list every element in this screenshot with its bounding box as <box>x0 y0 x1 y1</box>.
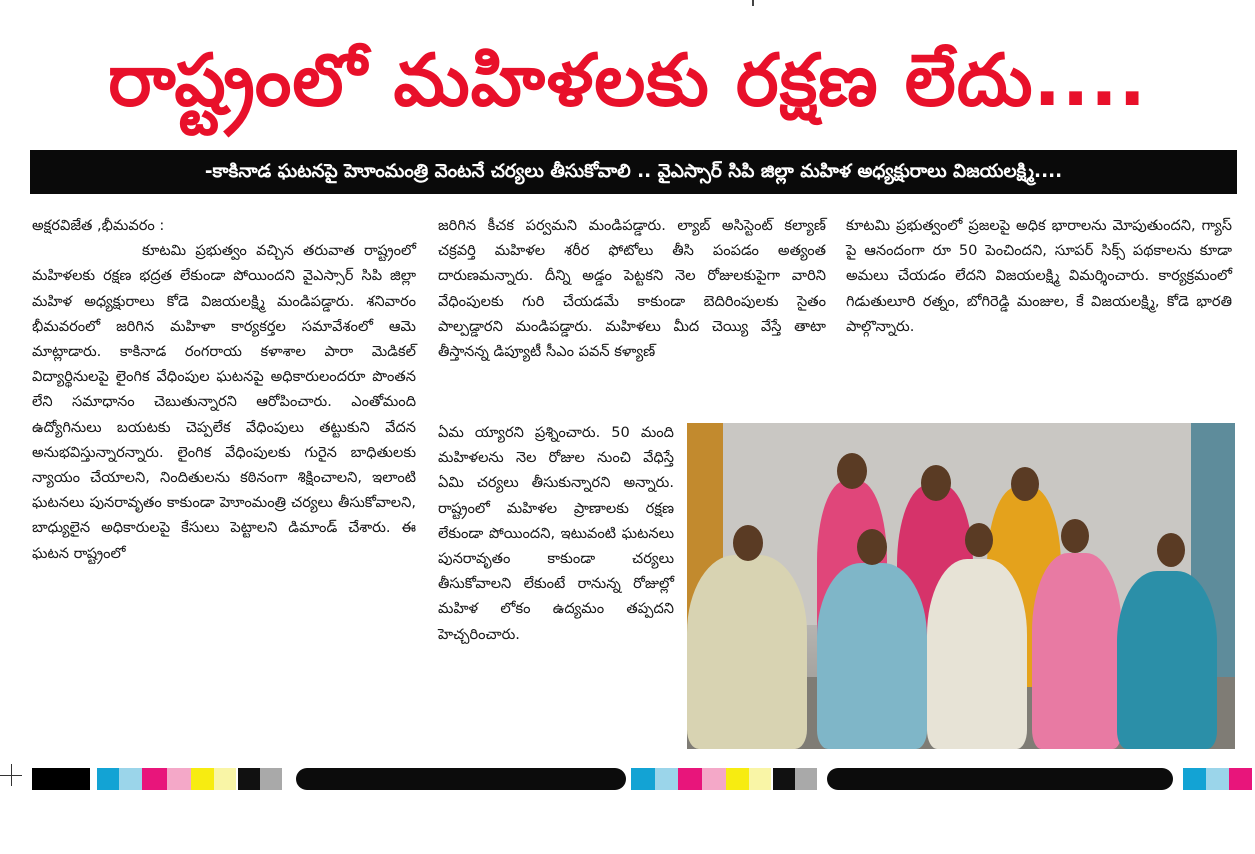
photo-person <box>687 555 807 749</box>
photo-person-head <box>965 523 993 557</box>
photo-person <box>1117 571 1217 749</box>
color-swatch <box>795 768 817 790</box>
color-swatch <box>119 768 142 790</box>
column-1-text: కూటమి ప్రభుత్వం వచ్చిన తరువాత రాష్ట్రంలో మహిళలకు రక్షణ భద్రత లేకుండా పోయిందని వైఎస్సార్ సిపి జిల్లా మహిళ అధ్యక్షురాలు కోడె విజయలక్ష్మి మండిపడ్డారు. శనివారం భీమవరంలో జరిగిన మహిళా కార్యకర్తల సమావేశంలో ఆమె మాట్లాడారు. కాకినాడ రంగరాయ కళాశాల పారా మెడికల్ విద్యార్థినులపై లైంగిక వేధింపుల ఘటనపై అధికారులందరూ పొంతన లేని సమాధానం చెబుతున్నారని ఆరోపించారు. ఎంతోమంది ఉద్యోగినులు బయటకు చెప్పలేక వేధింపులు తట్టుకుని వేదన అనుభవిస్తున్నారన్నారు. లైంగిక వేధింపులకు గురైన బాధితులకు న్యాయం చేయాలని, నిందితులను కఠినంగా శిక్షించాలని, ఇలాంటి ఘటనలు పునరావృతం కాకుండా హెూంమంత్రి చర్యలు తీసుకోవాలని, బాధ్యులైన అధికారులపై కేసులు పెట్టాలని డిమాండ్ చేశారు. ఈ ఘటన రాష్ట్రంలో <box>32 242 416 562</box>
crop-mark-top <box>752 0 754 6</box>
dateline: అక్షరవిజేత ,భీమవరం : <box>32 217 165 234</box>
article-column-1 <box>32 213 416 566</box>
color-swatch <box>702 768 726 790</box>
color-swatch <box>726 768 749 790</box>
photo-person-head <box>921 465 951 501</box>
article-column-2-lower <box>438 420 674 647</box>
color-swatch <box>142 768 167 790</box>
color-swatch <box>32 768 90 790</box>
photo-person <box>927 559 1027 749</box>
photo-person <box>1032 553 1122 749</box>
color-swatch <box>167 768 191 790</box>
color-swatch <box>260 768 282 790</box>
color-swatch <box>655 768 678 790</box>
color-swatch <box>1183 768 1206 790</box>
color-bar-pill <box>296 768 626 790</box>
color-swatch <box>1229 768 1252 790</box>
color-swatch <box>678 768 702 790</box>
color-swatch <box>631 768 655 790</box>
color-swatch <box>191 768 214 790</box>
photo-person-head <box>733 525 763 561</box>
column-3-text: కూటమి ప్రభుత్వంలో ప్రజలపై అధిక భారాలను మోపుతుందని, గ్యాస్ పై ఆనందంగా రూ 50 పెంచిందని, సూపర్ సిక్స్ పథకాలను కూడా అమలు చేయడం లేదని విజయలక్ష్మి విమర్శించారు. కార్యక్రమంలో గిడుతులూరి రత్నం, బోగిరెడ్డి మంజుల, కే విజయలక్ష్మి, కోడె భారతి పాల్గొన్నారు. <box>846 217 1232 335</box>
article-column-3 <box>846 213 1232 339</box>
column-2-lower-text: ఏమ య్యారని ప్రశ్నించారు. 50 మంది మహిళలను నెల రోజుల నుంచి వేధిస్తే ఏమి చర్యలు తీసుకున్నారని అన్నారు. రాష్ట్రంలో మహిళల ప్రాణాలకు రక్షణ లేకుండా పోయిందని, ఇటువంటి ఘటనలు పునరావృతం కాకుండా చర్యలు తీసుకోవాలని లేకుంటే రానున్న రోజుల్లో మహిళ లోకం ఉద్యమం తప్పదని హెచ్చరించారు. <box>438 424 674 643</box>
color-swatch <box>214 768 236 790</box>
color-swatch <box>1206 768 1229 790</box>
color-swatch <box>749 768 771 790</box>
photo-person-head <box>1011 467 1039 501</box>
color-swatch <box>773 768 795 790</box>
photo-person-head <box>1061 519 1089 553</box>
photo-person-head <box>1157 533 1185 567</box>
article-column-2 <box>438 213 826 364</box>
color-swatch <box>97 768 119 790</box>
photo-person-head <box>837 453 867 489</box>
subheadline-bar: -కాకినాడ ఘటనపై హెూంమంత్రి వెంటనే చర్యలు తీసుకోవాలి .. వైఎస్సార్ సిపి జిల్లా మహిళ అధ్యక్షురాలు విజయలక్ష్మి.... <box>30 150 1237 194</box>
column-2-text: జరిగిన కీచక పర్వమని మండిపడ్డారు. ల్యాబ్ అసిస్టెంట్ కల్యాణ్ చక్రవర్తి మహిళల శరీర ఫోటోలు తీసి పంపడం అత్యంత దారుణమన్నారు. దీన్ని అడ్డం పెట్టకని నెల రోజులకుపైగా వారిని వేధింపులకు గురి చేయడమే కాకుండా బెదిరింపులకు సైతం పాల్పడ్డారని మండిపడ్డారు. మహిళలు మీద చెయ్యి వేస్తే తాటా తీస్తానన్న డిప్యూటీ సీఎం పవన్ కళ్యాణ్ <box>438 217 826 361</box>
group-photo <box>687 423 1235 749</box>
color-bar-pill <box>827 768 1173 790</box>
color-swatch <box>238 768 260 790</box>
photo-person-head <box>857 529 887 565</box>
photo-person <box>817 563 927 749</box>
color-calibration-bar <box>0 768 1255 790</box>
headline: రాష్ట్రంలో మహిళలకు రక్షణ లేదు.... <box>108 38 1147 122</box>
